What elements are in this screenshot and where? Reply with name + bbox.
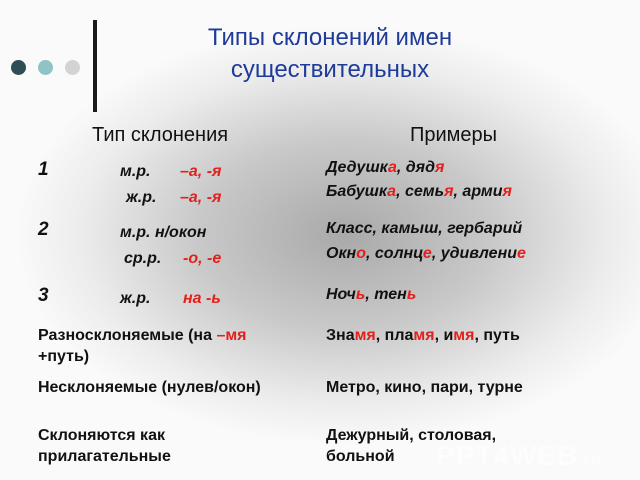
ending-highlight: о <box>356 245 366 262</box>
row-1-type-1-gender: м.р. <box>120 163 151 180</box>
row-3-type-1-ending: на -ь <box>183 290 221 307</box>
header-examples: Примеры <box>410 124 498 146</box>
adjectival-examples-line-1: Дежурный, столовая, <box>326 427 497 444</box>
example-text: Окн <box>326 245 357 262</box>
ending-highlight: мя <box>354 327 376 344</box>
ending-highlight: я <box>434 159 445 176</box>
example-text: , путь <box>474 327 520 344</box>
watermark-main: PPT4WEB <box>436 440 579 471</box>
example-text: Бабушк <box>326 183 388 200</box>
ending-highlight: я <box>444 183 454 200</box>
row-2-example-2 <box>326 245 526 263</box>
heteroclitic-label-text: Разносклоняемые (на <box>38 327 217 344</box>
example-text: , арми <box>453 183 503 200</box>
example-text: Ноч <box>326 286 356 303</box>
row-2-number: 2 <box>38 219 49 240</box>
header-declension-type: Тип склонения <box>92 124 229 146</box>
example-text: , удивлени <box>431 245 518 262</box>
watermark-suffix: .ru <box>578 452 602 469</box>
adjectival-examples-line-2: больной <box>326 448 395 465</box>
heteroclitic-label <box>38 325 247 367</box>
ending-highlight: а <box>387 159 397 176</box>
example-text: , дяд <box>396 159 435 176</box>
title-line-2: существительных <box>230 56 430 83</box>
ending-highlight: а <box>387 183 397 200</box>
row-1-example-2 <box>326 183 512 201</box>
row-2-type-1-gender: м.р. н/окон <box>120 224 207 241</box>
example-text: Класс, камыш, гербарий <box>326 220 523 237</box>
indeclinable-label: Несклоняемые (нулев/окон) <box>38 379 261 396</box>
adjectival-label-line-1: Склоняются как <box>38 427 165 444</box>
example-text: , солнц <box>366 245 423 262</box>
heteroclitic-examples <box>326 325 520 346</box>
row-1-type-1-ending: –а, -я <box>180 163 222 180</box>
example-text: , тен <box>365 286 407 303</box>
adjectival-label-line-2: прилагательные <box>38 448 171 465</box>
heteroclitic-label-line-2: +путь) <box>38 348 90 365</box>
row-1-type-2-ending: –а, -я <box>180 189 222 206</box>
row-1-type-2-gender: ж.р. <box>126 189 157 206</box>
example-text: , семь <box>396 183 445 200</box>
row-3-example-1 <box>326 286 416 304</box>
ending-highlight: ь <box>355 286 366 303</box>
ending-highlight: я <box>502 183 512 200</box>
example-text: , и <box>434 327 454 344</box>
ending-highlight: е <box>517 245 526 262</box>
heteroclitic-label-ending: –мя <box>216 327 247 344</box>
indeclinable-examples: Метро, кино, пари, турне <box>326 379 523 396</box>
example-text: Дедушк <box>326 159 388 176</box>
row-2-type-2-ending: -о, -е <box>183 250 222 267</box>
title-line-1: Типы склонений имен <box>207 24 453 51</box>
row-3-type-1-gender: ж.р. <box>120 290 151 307</box>
ending-highlight: е <box>422 245 432 262</box>
adjectival-label <box>38 425 171 467</box>
dot-grey-icon <box>65 60 80 75</box>
row-2-type-2-gender: ср.р. <box>124 250 162 267</box>
row-1-example-1 <box>326 159 444 177</box>
ending-highlight: мя <box>453 327 475 344</box>
example-text: Зна <box>326 327 355 344</box>
ending-highlight: ь <box>406 286 417 303</box>
ending-highlight: мя <box>413 327 435 344</box>
example-text: , пла <box>375 327 414 344</box>
row-2-example-1 <box>326 220 522 238</box>
page-title <box>160 22 500 86</box>
dot-light-icon <box>38 60 53 75</box>
row-1-number: 1 <box>38 159 49 180</box>
row-3-number: 3 <box>38 285 49 306</box>
dot-dark-icon <box>11 60 26 75</box>
vertical-divider <box>93 20 97 112</box>
watermark <box>436 440 602 472</box>
